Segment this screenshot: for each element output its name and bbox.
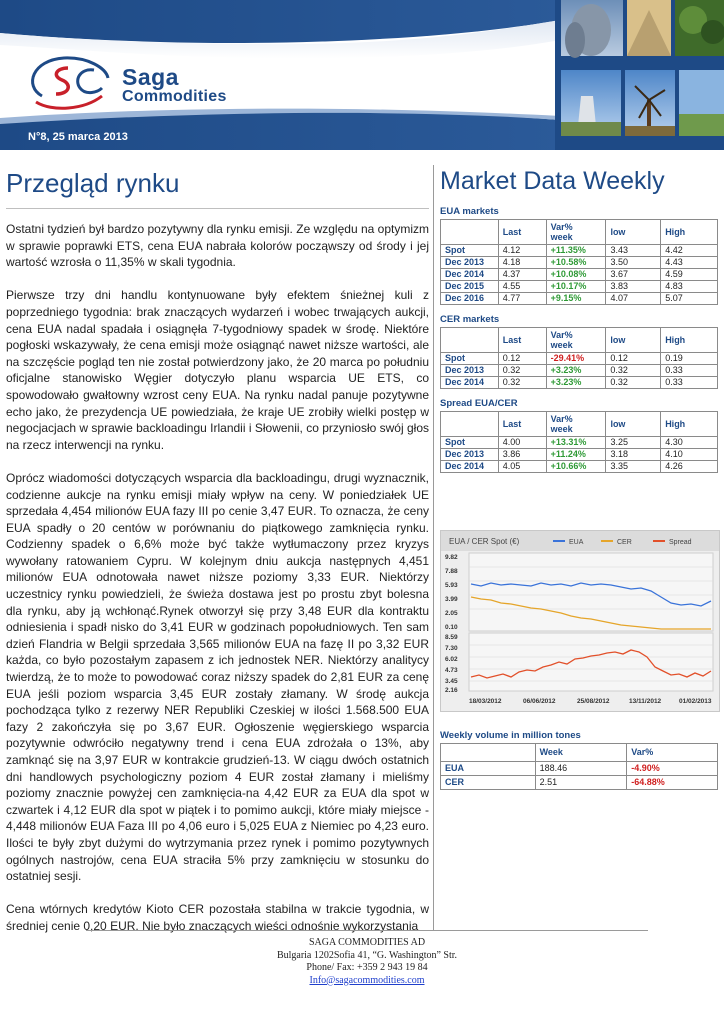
cell-high: 0.19 xyxy=(661,353,718,365)
cell-var: +9.15% xyxy=(546,293,606,305)
y-tick: 2.05 xyxy=(445,610,458,617)
y-tick: 3.99 xyxy=(445,596,458,603)
col-header xyxy=(441,220,499,245)
cer-markets-section xyxy=(440,314,718,389)
table-row xyxy=(441,353,718,365)
cell-var: -29.41% xyxy=(546,353,606,365)
cell-last: 0.12 xyxy=(498,353,546,365)
cell-low: 3.18 xyxy=(606,449,661,461)
market-data-column xyxy=(440,166,718,473)
row-label: Dec 2016 xyxy=(441,293,499,305)
x-tick: 18/03/2012 xyxy=(469,698,502,705)
table-row xyxy=(441,365,718,377)
spread-section xyxy=(440,398,718,473)
footer-email-link[interactable]: Info@sagacommodities.com xyxy=(309,974,425,986)
cell-high: 4.59 xyxy=(661,269,718,281)
column-divider xyxy=(433,165,434,930)
market-review-column xyxy=(6,166,429,951)
cell-last: 4.37 xyxy=(498,269,546,281)
issue-label: N°8, 25 marca 2013 xyxy=(28,131,128,143)
table-row xyxy=(441,437,718,449)
col-header: low xyxy=(606,220,661,245)
row-label: Dec 2015 xyxy=(441,281,499,293)
section-title: Weekly volume in million tones xyxy=(440,730,581,741)
cell-var: +11.24% xyxy=(546,449,606,461)
cell-last: 4.77 xyxy=(498,293,546,305)
cell-last: 4.18 xyxy=(498,257,546,269)
row-label: Dec 2014 xyxy=(441,269,499,281)
cell-var: -64.88% xyxy=(627,776,718,790)
row-label: Dec 2014 xyxy=(441,377,499,389)
col-header xyxy=(441,328,499,353)
price-chart-graphic xyxy=(441,531,719,711)
review-paragraph: Ostatni tydzień był bardzo pozytywny dla rynku emisji. Ze względu na optymizm w sprawie poprawki ETS, cena EUA nabrała kolorów począwszy od środy i jej wartość wzrosła o 11,35% w skali tygodnia. xyxy=(6,222,429,270)
col-header: Var% xyxy=(627,744,718,762)
cell-high: 4.42 xyxy=(661,245,718,257)
cell-var: +10.66% xyxy=(546,461,606,473)
brand-subname: Commodities xyxy=(122,88,227,105)
cell-var: +10.58% xyxy=(546,257,606,269)
table-header-row xyxy=(441,220,718,245)
review-paragraph: Cena wtórnych kredytów Kioto CER pozostała stabilna w trakcie tygodnia, w średniej cenie 0,20 EUR. Nie było znaczących wieści odnośnie wykorzystania xyxy=(6,902,429,933)
footer-address: Bulgaria 1202Sofia 41, “G. Washington” Str. xyxy=(276,949,458,961)
cell-var: -4.90% xyxy=(627,762,718,776)
section-title: CER markets xyxy=(440,314,500,325)
cell-high: 0.33 xyxy=(661,365,718,377)
col-header: High xyxy=(661,328,718,353)
section-title: Spread EUA/CER xyxy=(440,398,518,409)
y-tick: 3.45 xyxy=(445,678,458,685)
footer-company: SAGA COMMODITIES AD xyxy=(308,937,426,948)
cell-low: 0.32 xyxy=(606,365,661,377)
title-rule xyxy=(6,208,429,209)
x-tick: 06/06/2012 xyxy=(523,698,556,705)
row-label: Spot xyxy=(441,437,499,449)
table-row xyxy=(441,245,718,257)
table-row xyxy=(441,269,718,281)
price-chart xyxy=(440,530,720,712)
cell-var: +13.31% xyxy=(546,437,606,449)
weekly-volume-section xyxy=(440,730,718,790)
cell-low: 3.67 xyxy=(606,269,661,281)
y-tick: 4.73 xyxy=(445,667,458,674)
brand-name: Saga xyxy=(122,64,179,90)
page-footer xyxy=(86,930,648,987)
cell-week: 188.46 xyxy=(535,762,627,776)
spread-table xyxy=(440,411,718,473)
col-header: low xyxy=(606,328,661,353)
cell-last: 0.32 xyxy=(498,365,546,377)
y-tick: 2.16 xyxy=(445,687,458,694)
col-header xyxy=(441,744,536,762)
section-title: EUA markets xyxy=(440,206,499,217)
cell-last: 3.86 xyxy=(498,449,546,461)
legend-eua: EUA xyxy=(569,539,584,546)
table-row xyxy=(441,293,718,305)
cell-low: 3.83 xyxy=(606,281,661,293)
cell-low: 3.25 xyxy=(606,437,661,449)
row-label: Dec 2013 xyxy=(441,449,499,461)
col-header: Week xyxy=(535,744,627,762)
cell-last: 0.32 xyxy=(498,377,546,389)
x-tick: 25/08/2012 xyxy=(577,698,610,705)
table-row xyxy=(441,257,718,269)
cell-low: 0.32 xyxy=(606,377,661,389)
cell-week: 2.51 xyxy=(535,776,627,790)
review-title: Przegląd rynku xyxy=(6,168,180,198)
footer-phone: Phone/ Fax: +359 2 943 19 84 xyxy=(306,962,428,973)
cell-last: 4.55 xyxy=(498,281,546,293)
row-label: CER xyxy=(441,776,536,790)
row-label: Spot xyxy=(441,245,499,257)
col-header: Var% week xyxy=(546,220,606,245)
table-row xyxy=(441,776,718,790)
cell-low: 4.07 xyxy=(606,293,661,305)
row-label: Dec 2014 xyxy=(441,461,499,473)
market-data-title: Market Data Weekly xyxy=(440,167,665,195)
row-label: EUA xyxy=(441,762,536,776)
x-tick: 01/02/2013 xyxy=(679,698,712,705)
chart-title: EUA / CER Spot (€) xyxy=(449,537,520,546)
row-label: Dec 2013 xyxy=(441,257,499,269)
cell-low: 3.50 xyxy=(606,257,661,269)
cell-var: +10.17% xyxy=(546,281,606,293)
col-header: Last xyxy=(498,412,546,437)
table-row xyxy=(441,377,718,389)
col-header: low xyxy=(606,412,661,437)
legend-spread: Spread xyxy=(669,539,692,546)
cell-last: 4.00 xyxy=(498,437,546,449)
header-photo-strip xyxy=(555,0,724,150)
cell-high: 4.30 xyxy=(661,437,718,449)
y-tick: 8.59 xyxy=(445,634,458,641)
cell-last: 4.05 xyxy=(498,461,546,473)
cell-high: 4.43 xyxy=(661,257,718,269)
cell-last: 4.12 xyxy=(498,245,546,257)
weekly-volume-table xyxy=(440,743,718,790)
col-header: Var% week xyxy=(546,328,606,353)
col-header: Var% week xyxy=(546,412,606,437)
cell-var: +3.23% xyxy=(546,377,606,389)
cell-var: +11.35% xyxy=(546,245,606,257)
y-tick: 5.93 xyxy=(445,582,458,589)
y-tick: 0.10 xyxy=(445,624,458,631)
col-header: Last xyxy=(498,220,546,245)
cell-high: 4.26 xyxy=(661,461,718,473)
y-tick: 7.30 xyxy=(445,645,458,652)
table-row xyxy=(441,762,718,776)
cer-markets-table xyxy=(440,327,718,389)
cell-var: +10.08% xyxy=(546,269,606,281)
cell-high: 4.83 xyxy=(661,281,718,293)
table-row xyxy=(441,281,718,293)
cell-high: 4.10 xyxy=(661,449,718,461)
cell-low: 3.43 xyxy=(606,245,661,257)
row-label: Dec 2013 xyxy=(441,365,499,377)
col-header: High xyxy=(661,220,718,245)
y-tick: 9.82 xyxy=(445,554,458,561)
table-header-row xyxy=(441,744,718,762)
table-header-row xyxy=(441,412,718,437)
brand-logo-text xyxy=(122,66,227,105)
review-paragraph: Pierwsze trzy dni handlu kontynuowane były efektem śnieżnej kuli z poprzedniego tygodnia: brak znaczących wydarzeń i wobec trwających aukcji, cena EUA nadal spadała i osiągnęła 7-tygodniowy spadek w środę. Niektóre pogłoski wskazywały, że cena emisji może osiągnąć nawet niższe wartości, ale na szczęście pogląd ten nie został potwierdzony jako, że 20 marca po południu oficjalne stanowisko Węgier dotyczyło planu wsparcia UE ETS, co spowodowało gwałtowny wzrost ceny EUA. Na rynku nadal panuje pozytywne echo jako, że prezydencja UE powiedziała, że kraje UE zrobiły wielki postęp w negocjacjach w sprawie backloadingu Irlandii i Słowenii, co przyniosło swój głos na rzecz interwencji na rynku. xyxy=(6,288,429,452)
cell-high: 0.33 xyxy=(661,377,718,389)
y-tick: 7.88 xyxy=(445,568,458,575)
cell-var: +3.23% xyxy=(546,365,606,377)
table-row xyxy=(441,461,718,473)
cell-low: 3.35 xyxy=(606,461,661,473)
cell-low: 0.12 xyxy=(606,353,661,365)
table-row xyxy=(441,449,718,461)
table-header-row xyxy=(441,328,718,353)
eua-markets-table xyxy=(440,219,718,305)
col-header: High xyxy=(661,412,718,437)
y-tick: 6.02 xyxy=(445,656,458,663)
eua-markets-section xyxy=(440,206,718,305)
page-header xyxy=(0,0,724,150)
col-header xyxy=(441,412,499,437)
legend-cer: CER xyxy=(617,539,632,546)
review-paragraph: Oprócz wiadomości dotyczących wsparcia dla backloadingu, drugi wyznacznik, codzienne aukcje na rynku emisji miały wpływ na ceny. W poniedziałek UE sprzedała 4,454 milionów EUA fazy III po cenie 3,47 EUR. To oznacza, że ceny EUA spadły o 20 centów w porównaniu do piątkowego zamknięcia rynku. Codzienny spadek o 6,6% może być także wytłumaczony przez kryzys wywołany ratowaniem Cypru. W kolejnym dniu aukcja następnych 4,451 milionów EUA odnotowała nawet niższe poziomy 3,33 EUR. Niektórzy uczestnicy rynku powiedzieli, że świeża dostawa jest po prostu zbyt bolesna dla rynku, aby ją wchłonąć.Rynek otworzył się przy 3,48 EUR dla kontraktu odniesienia i spadł nisko do 3,41 EUR w godzinach popołudniowych. Ten sam dzień Flandria w Belgii sprzedała 3,565 milionów EUA na fazę II po 3,32 EUR każda, co było pozostałym zapasem z ich jednostek NER. Niektórzy analitycy twierdzą, że to może to powodować coraz niższy spadek do 2,81 EUR za cenę EUA jeśli poziom wsparcia 3,45 EUR zostały złamany. W środę aukcja pochodząca tylko z rezerwy NER Republiki Czeskiej w ilości 1.568.500 EUA fazy 2 zakończyła się po 3,67 EUR. Ogłoszenie węgierskiego wsparcia pozytywnie odwróciło negatywny trend i cena EUA zdrożała o 13%, aby zamknąć się na 3,97 EUR w kontrakcie grudzień-13. W ciągu dwóch ostatnich dni handlowych psychologiczny poziom 4 EUR został złamany i mieliśmy poziomy znacznie powyżej cen zamknięcia-na 4,42 EUR za EUA dla spot w czwartek i 4,12 EUR dla spot w piątek i to pomimo aukcji, które miały miejsce - 4,448 milionów EUA Faza III po 4,06 euro i 5,025 EUA z Niemiec po 4,23 euro. Ilości te były zbyt dużymi do wytrzymania przez rynek i pomimo pozytywnych ogólnych nastrojów, cena EUA straciła 5% przy zamknięciu w stosunku do ostatniej sesji. xyxy=(6,470,429,884)
cell-high: 5.07 xyxy=(661,293,718,305)
row-label: Spot xyxy=(441,353,499,365)
col-header: Last xyxy=(498,328,546,353)
x-tick: 13/11/2012 xyxy=(629,698,662,705)
saga-logo-icon xyxy=(22,52,122,114)
